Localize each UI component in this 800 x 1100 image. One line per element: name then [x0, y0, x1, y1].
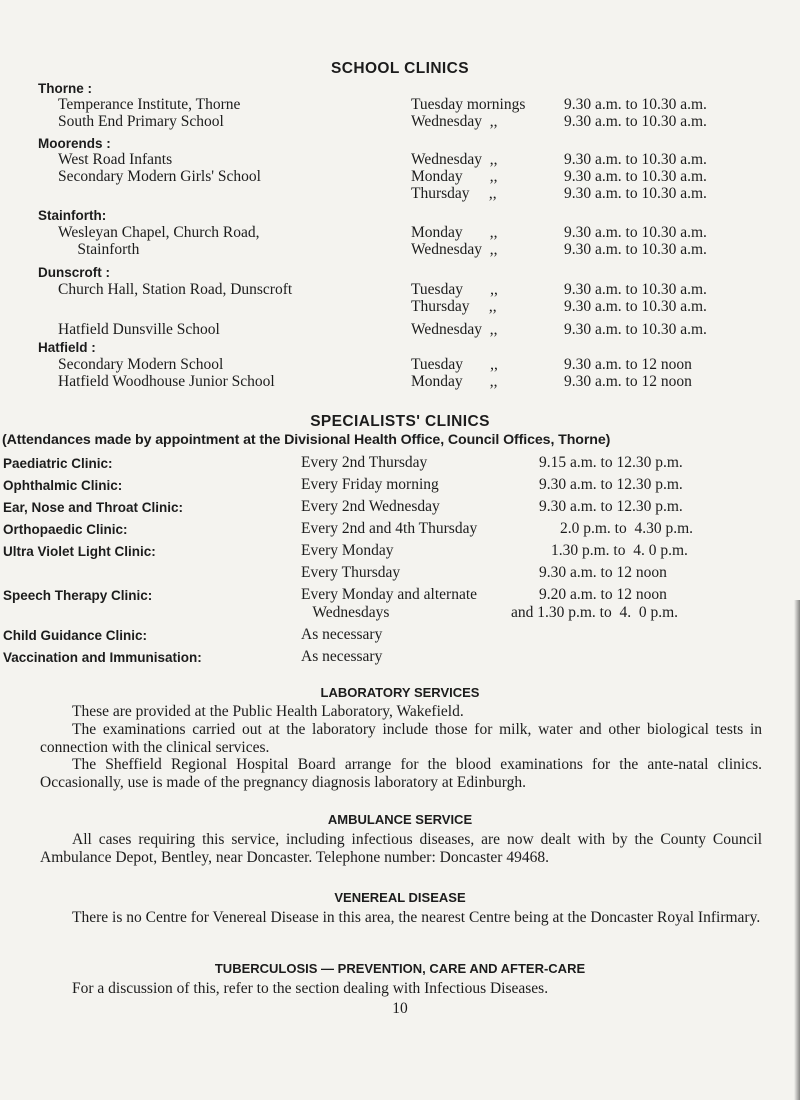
clinic-time: 9.30 a.m. to 12 noon	[539, 564, 667, 581]
clinic-place: Wesleyan Chapel, Church Road,	[58, 224, 260, 241]
clinic-time: 9.30 a.m. to 10.30 a.m.	[564, 241, 707, 258]
clinic-time: 2.0 p.m. to 4.30 p.m.	[560, 520, 694, 537]
clinic-place: Hatfield Woodhouse Junior School	[58, 373, 275, 390]
laboratory-paragraph: The examinations carried out at the laboratory include those for milk, water and other biological tests in connection with the clinical services.	[40, 721, 762, 756]
group-heading: Dunscroft :	[38, 265, 110, 280]
group-heading: Thorne :	[38, 81, 92, 96]
clinic-time: 9.30 a.m. to 12.30 p.m.	[539, 476, 683, 493]
clinic-time: 9.30 a.m. to 12 noon	[564, 373, 692, 390]
group-heading: Moorends :	[38, 136, 111, 151]
clinic-time: 9.15 a.m. to 12.30 p.m.	[539, 454, 683, 471]
clinic-day: Wednesday ,,	[411, 151, 498, 168]
clinic-time: 9.30 a.m. to 10.30 a.m.	[564, 151, 707, 168]
clinic-day: Tuesday ,,	[411, 281, 498, 298]
page-number: 10	[392, 1000, 408, 1017]
clinic-label: Vaccination and Immunisation:	[3, 650, 202, 665]
group-heading: Stainforth:	[38, 208, 107, 223]
clinic-label: Ultra Violet Light Clinic:	[3, 544, 156, 559]
clinic-time: and 1.30 p.m. to 4. 0 p.m.	[511, 604, 679, 621]
ambulance-heading: AMBULANCE SERVICE	[327, 812, 473, 827]
clinic-time: 9.30 a.m. to 12.30 p.m.	[539, 498, 683, 515]
clinic-label: Orthopaedic Clinic:	[3, 522, 128, 537]
page-edge-shadow	[794, 600, 800, 1100]
laboratory-heading: LABORATORY SERVICES	[320, 685, 480, 700]
clinic-time: 1.30 p.m. to 4. 0 p.m.	[551, 542, 688, 559]
clinic-day: Wednesday ,,	[411, 321, 498, 338]
clinic-time: 9.30 a.m. to 10.30 a.m.	[564, 321, 707, 338]
clinic-schedule: Every Monday and alternate	[301, 586, 478, 603]
clinic-place: Secondary Modern Girls' School	[58, 168, 261, 185]
clinic-day: Thursday ,,	[411, 298, 497, 315]
tuberculosis-heading: TUBERCULOSIS — PREVENTION, CARE AND AFTER-CARE	[214, 961, 586, 976]
clinic-place: Church Hall, Station Road, Dunscroft	[58, 281, 293, 298]
clinic-schedule: Wednesdays	[301, 604, 390, 621]
clinic-day: Wednesday ,,	[411, 241, 498, 258]
clinic-time: 9.30 a.m. to 10.30 a.m.	[564, 113, 707, 130]
clinic-day: Tuesday ,,	[411, 356, 498, 373]
clinic-day: Wednesday ,,	[411, 113, 498, 130]
clinic-place: South End Primary School	[58, 113, 224, 130]
clinic-schedule: Every 2nd and 4th Thursday	[301, 520, 478, 537]
laboratory-paragraph: The Sheffield Regional Hospital Board arrange for the blood examinations for the ante-natal clinics. Occasionally, use is made of the pregnancy diagnosis laboratory at Edinburgh.	[40, 756, 762, 791]
venereal-paragraph: There is no Centre for Venereal Disease in this area, the nearest Centre being at the Doncaster Royal Infirmary.	[72, 909, 761, 926]
clinic-time: 9.30 a.m. to 10.30 a.m.	[564, 281, 707, 298]
specialists-heading: SPECIALISTS' CLINICS	[310, 413, 490, 430]
clinic-place: Stainforth	[58, 241, 140, 258]
school-clinics-heading: SCHOOL CLINICS	[331, 60, 469, 77]
clinic-time: 9.30 a.m. to 10.30 a.m.	[564, 298, 707, 315]
clinic-day: Monday ,,	[411, 168, 498, 185]
clinic-time: 9.30 a.m. to 10.30 a.m.	[564, 224, 707, 241]
group-heading: Hatfield :	[38, 340, 96, 355]
clinic-schedule: As necessary	[301, 626, 383, 643]
clinic-schedule: Every Thursday	[301, 564, 401, 581]
clinic-place: Secondary Modern School	[58, 356, 224, 373]
clinic-place: Hatfield Dunsville School	[58, 321, 220, 338]
clinic-day: Monday ,,	[411, 373, 498, 390]
clinic-place: West Road Infants	[58, 151, 173, 168]
clinic-label: Ophthalmic Clinic:	[3, 478, 123, 493]
clinic-time: 9.30 a.m. to 10.30 a.m.	[564, 96, 707, 113]
clinic-schedule: Every 2nd Wednesday	[301, 498, 440, 515]
clinic-label: Speech Therapy Clinic:	[3, 588, 153, 603]
clinic-schedule: Every Friday morning	[301, 476, 439, 493]
ambulance-paragraph: All cases requiring this service, including infectious diseases, are now dealt with by the County Council Ambulance Depot, Bentley, near Doncaster. Telephone number: Doncaster 49468.	[40, 831, 762, 866]
clinic-time: 9.30 a.m. to 12 noon	[564, 356, 692, 373]
clinic-label: Child Guidance Clinic:	[3, 628, 148, 643]
laboratory-paragraph: These are provided at the Public Health Laboratory, Wakefield.	[72, 703, 464, 720]
clinic-label: Ear, Nose and Throat Clinic:	[3, 500, 184, 515]
clinic-time: 9.30 a.m. to 10.30 a.m.	[564, 185, 707, 202]
clinic-place: Temperance Institute, Thorne	[58, 96, 241, 113]
clinic-schedule: Every Monday	[301, 542, 394, 559]
clinic-day: Tuesday mornings	[411, 96, 526, 113]
clinic-day: Monday ,,	[411, 224, 498, 241]
clinic-schedule: Every 2nd Thursday	[301, 454, 428, 471]
clinic-time: 9.20 a.m. to 12 noon	[539, 586, 667, 603]
clinic-schedule: As necessary	[301, 648, 383, 665]
clinic-label: Paediatric Clinic:	[3, 456, 113, 471]
venereal-heading: VENEREAL DISEASE	[334, 890, 466, 905]
clinic-time: 9.30 a.m. to 10.30 a.m.	[564, 168, 707, 185]
tuberculosis-paragraph: For a discussion of this, refer to the section dealing with Infectious Diseases.	[72, 980, 549, 997]
clinic-day: Thursday ,,	[411, 185, 497, 202]
appointments-note: (Attendances made by appointment at the Divisional Health Office, Council Offices, Thorne)	[2, 432, 611, 448]
